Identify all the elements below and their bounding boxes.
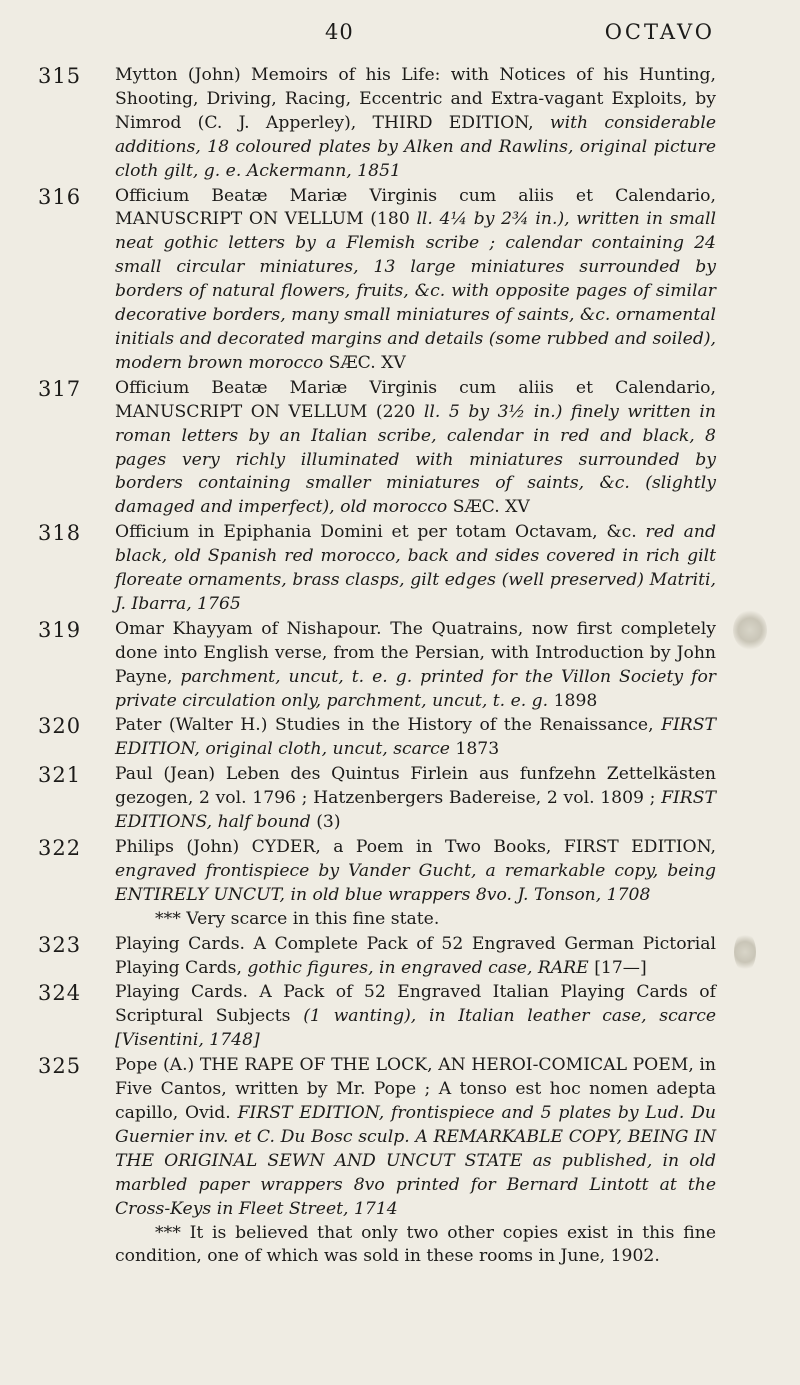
entry-description (115, 763, 716, 835)
entry-detail: ll. 5 by 3½ in.) finely written in roman letters by an Italian scribe, calendar in red and black, 8 pages very richly illuminated with miniatures surrounded by borders containing smaller miniatures of saints, &c. (slightly damaged and imperfect), old morocco (115, 401, 716, 518)
entry-note: *** It is believed that only two other copies exist in this fine condition, one of which was sold in these rooms in June, 1902. (115, 1222, 716, 1267)
lot-number: 315 (38, 64, 82, 88)
page-stain-mark (733, 610, 767, 650)
catalogue-entry (0, 933, 800, 981)
entry-title: Playing Cards. A Pack of 52 Engraved Italian Playing Cards of Scriptural Subjects (115, 982, 716, 1027)
entry-description (115, 714, 716, 762)
entry-detail: parchment, uncut, t. e. g. printed for the Villon Society for private circulation only, parchment, uncut, t. e. g. (115, 666, 717, 711)
catalogue-entries (0, 64, 800, 1270)
catalogue-entry (0, 836, 800, 932)
entry-imprint: SÆC. XV (452, 497, 530, 518)
entry-description (115, 1054, 716, 1269)
entry-detail: ll. 4¼ by 2¾ in.), written in small neat gothic letters by a Flemish scribe ; calendar containing 24 small circular miniatures, 13 large miniatures surrounded by borders of natural flowers, fruits, &c. with opposite pages of similar decorative borders, many small miniatures of saints, &c. ornamental initials and decorated margins and details (some rubbed and soiled), modern brown morocco (115, 209, 716, 373)
entry-title: Officium in Epiphania Domini et per totam Octavam, &c. (115, 522, 637, 543)
entry-description (115, 185, 716, 376)
entry-description (115, 836, 716, 932)
catalogue-entry (0, 185, 800, 376)
entry-imprint: 1873 (455, 739, 500, 760)
lot-number: 319 (38, 617, 82, 642)
catalogue-entry (0, 64, 800, 184)
entry-detail: FIRST EDITIONS, half bound (115, 788, 716, 833)
catalogue-entry (0, 618, 800, 714)
entry-title: Pater (Walter H.) Studies in the History of the Renaissance, (115, 715, 654, 736)
entry-imprint: Ackermann, 1851 (246, 160, 401, 181)
entry-detail: FIRST EDITION, original cloth, uncut, scarce (115, 715, 716, 760)
lot-number: 322 (38, 836, 82, 860)
page-stain-mark (734, 932, 756, 972)
entry-title: Mytton (John) Memoirs of his Life: with Notices of his Hunting, Shooting, Driving, Racing, Eccentric and Extra-vagant Exploits, by Nimrod (C. J. Apperley), THIRD EDITION, (115, 65, 716, 133)
entry-description (115, 521, 716, 617)
lot-number: 323 (38, 932, 82, 957)
entry-description (115, 618, 716, 714)
entry-description (115, 981, 716, 1053)
lot-number: 324 (38, 981, 82, 1006)
entry-description (115, 64, 716, 184)
catalogue-entry (0, 1054, 800, 1269)
entry-detail: (1 wanting), in Italian leather case, scarce (303, 1006, 717, 1027)
entry-imprint: 1898 (553, 690, 598, 711)
entry-title: Paul (Jean) Leben des Quintus Firlein aus funfzehn Zettelkästen gezogen, 2 vol. 1796 ; Hatzenbergers Badereise, 2 vol. 1809 ; (115, 764, 716, 809)
lot-number: 317 (38, 376, 82, 401)
lot-number: 318 (38, 521, 82, 546)
entry-imprint: SÆC. XV (328, 352, 406, 373)
entry-detail: gothic figures, in engraved case, RARE (247, 957, 589, 978)
entry-title: Officium Beatæ Mariæ Virginis cum aliis et Calendario, MANUSCRIPT ON VELLUM (180 (115, 185, 716, 230)
entry-detail: engraved frontispiece by Vander Gucht, a remarkable copy, being ENTIRELY UNCUT, in old blue wrappers 8vo. J. Tonson, 1708 (115, 860, 716, 905)
catalogue-entry (0, 763, 800, 835)
section-title: OCTAVO (604, 20, 715, 44)
entry-title: Omar Khayyam of Nishapour. The Quatrains, now first completely done into English verse, from the Persian, with Introduction by John Payne, (115, 618, 716, 687)
entry-imprint: (3) (316, 812, 341, 833)
entry-detail: red and black, old Spanish red morocco, back and sides covered in rich gilt floreate ornaments, brass clasps, gilt edges (well preserved) (115, 522, 716, 591)
entry-title: Playing Cards. A Complete Pack of 52 Engraved German Pictorial Playing Cards, (115, 933, 716, 978)
lot-number: 320 (38, 714, 82, 739)
page-number: 40 (325, 20, 354, 44)
entry-description (115, 377, 716, 520)
page-header (95, 20, 715, 50)
entry-title: Philips (John) CYDER, a Poem in Two Books, FIRST EDITION, (115, 837, 716, 857)
entry-note: *** Very scarce in this fine state. (155, 908, 440, 929)
catalogue-entry (0, 521, 800, 617)
lot-number: 321 (38, 763, 82, 788)
entry-detail: FIRST EDITION, frontispiece and 5 plates by Lud. Du Guernier inv. et C. Du Bosc sculp. A REMARKABLE COPY, BEING IN THE ORIGINAL SEWN AND UNCUT STATE as published, in old marbled paper wrappers 8vo printed for Bernard Lintott at the Cross-Keys in Fleet Street, 1714 (115, 1102, 717, 1219)
lot-number: 316 (38, 184, 82, 209)
entry-description (115, 933, 716, 981)
entry-imprint: Matriti, J. Ibarra, 1765 (115, 570, 716, 614)
catalogue-entry (0, 714, 800, 762)
lot-number: 325 (38, 1054, 82, 1079)
entry-detail: with considerable additions, 18 coloured plates by Alken and Rawlins, original picture cloth gilt, g. e. (115, 112, 716, 181)
catalogue-entry (0, 981, 800, 1053)
entry-imprint: [17—] (594, 957, 647, 978)
entry-imprint: [Visentini, 1748] (115, 1030, 260, 1051)
catalogue-entry (0, 377, 800, 520)
entry-title: Pope (A.) THE RAPE OF THE LOCK, AN HEROI-COMICAL POEM, in Five Cantos, written by Mr. Pope ; A tonso est hoc nomen adepta capillo, Ovid. (115, 1055, 716, 1123)
entry-title: Officium Beatæ Mariæ Virginis cum aliis et Calendario, MANUSCRIPT ON VELLUM (220 (115, 377, 716, 422)
